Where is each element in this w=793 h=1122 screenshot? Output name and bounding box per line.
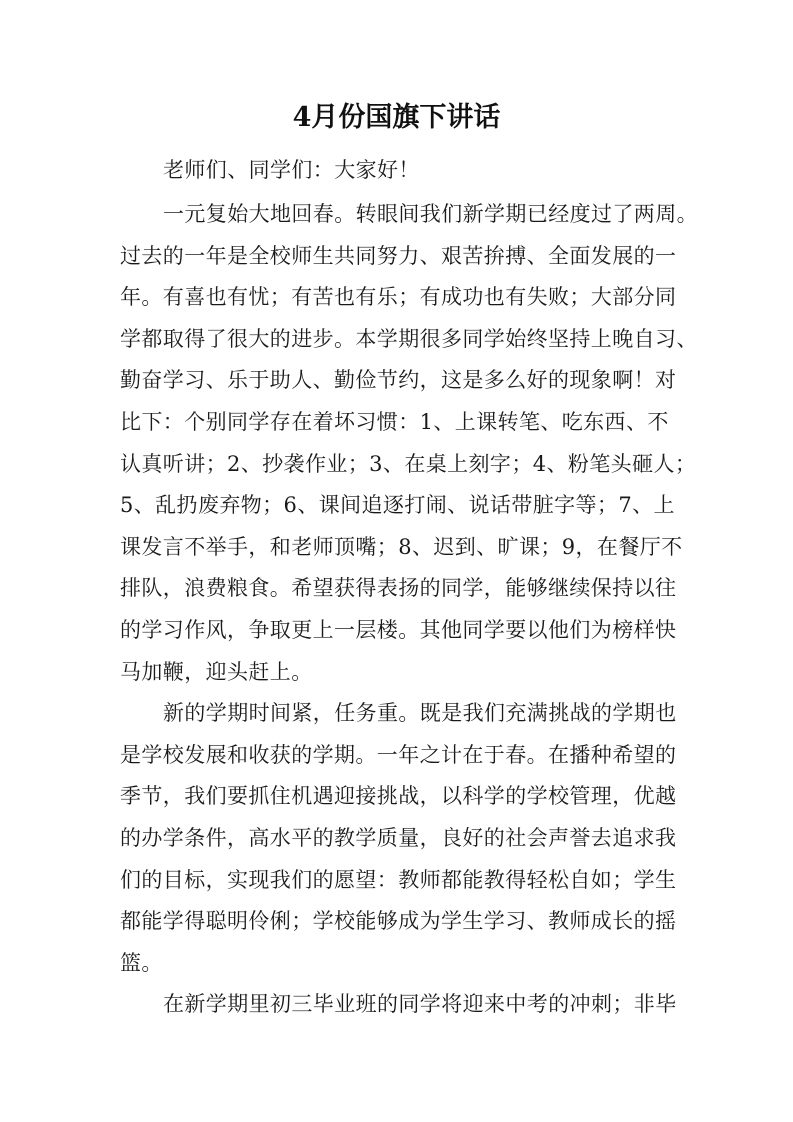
text-line: 都能学得聪明伶俐；学校能够成为学生学习、教师成长的摇 <box>120 909 677 934</box>
text-line: 勤奋学习、乐于助人、勤俭节约，这是多么好的现象啊！对 <box>120 368 677 393</box>
text-line: 过去的一年是全校师生共同努力、艰苦拚搏、全面发展的一 <box>120 243 677 268</box>
text-line: 是学校发展和收获的学期。一年之计在于春。在播种希望的 <box>120 742 677 767</box>
text-line: 年。有喜也有忧；有苦也有乐；有成功也有失败；大部分同 <box>120 285 677 310</box>
text-line: 的办学条件，高水平的教学质量，良好的社会声誉去追求我 <box>120 826 677 850</box>
text-line: 比下：个别同学存在着坏习惯：1、上课转笔、吃东西、不 <box>120 410 669 434</box>
text-line: 新的学期时间紧，任务重。既是我们充满挑战的学期也 <box>163 701 677 726</box>
text-line: 老师们、同学们：大家好！ <box>163 158 420 182</box>
text-line: 认真听讲；2、抄袭作业；3、在桌上刻字；4、粉笔头砸人； <box>120 451 697 476</box>
text-line: 的学习作风，争取更上一层楼。其他同学要以他们为榜样快 <box>120 618 677 642</box>
text-line: 排队，浪费粮食。希望获得表扬的同学，能够继续保持以往 <box>120 576 677 601</box>
text-line: 在新学期里初三毕业班的同学将迎来中考的冲刺；非毕 <box>163 992 677 1017</box>
text-line: 一元复始大地回春。转眼间我们新学期已经度过了两周。 <box>163 202 698 226</box>
text-line: 们的目标，实现我们的愿望：教师都能教得轻松自如；学生 <box>120 867 677 892</box>
text-line: 5、乱扔废弃物；6、课间追逐打闹、说话带脏字等；7、上 <box>120 493 675 518</box>
text-line: 季节，我们要抓住机遇迎接挑战，以科学的学校管理，优越 <box>120 784 677 809</box>
document-title: 4月份国旗下讲话 <box>292 102 501 133</box>
text-line: 学都取得了很大的进步。本学期很多同学始终坚持上晚自习、 <box>120 326 698 351</box>
text-line: 马加鞭，迎头赶上。 <box>120 659 313 684</box>
text-line: 篮。 <box>120 950 163 975</box>
text-line: 课发言不举手，和老师顶嘴；8、迟到、旷课；9，在餐厅不 <box>120 534 683 559</box>
